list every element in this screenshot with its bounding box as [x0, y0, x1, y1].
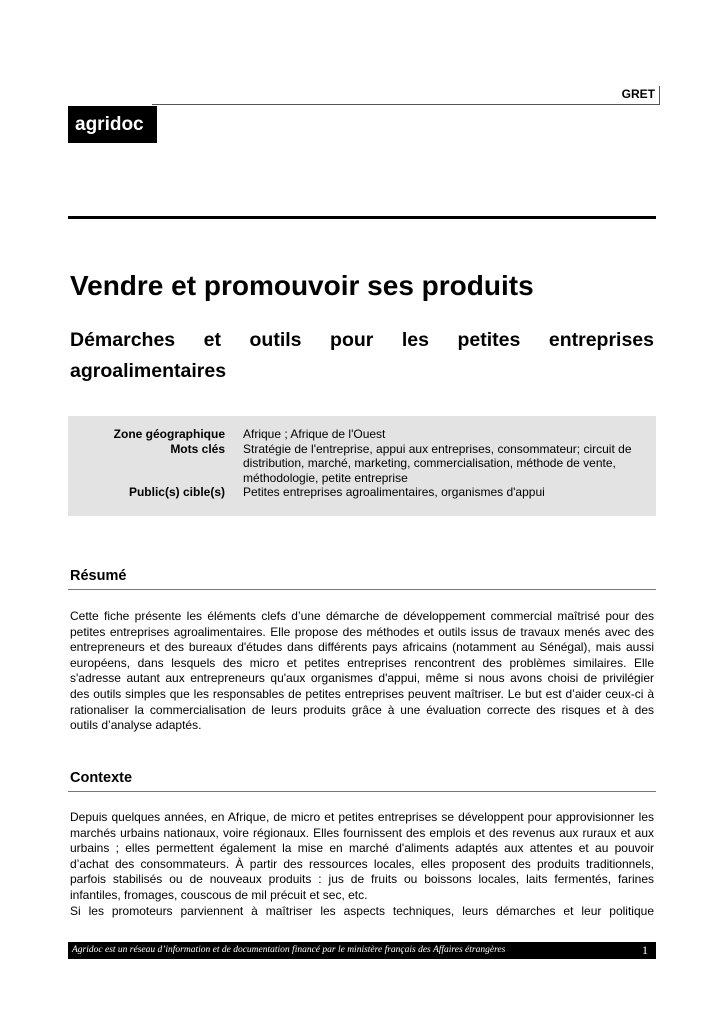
text-line: parfois stabilisés ou de nouveaux produits : jus de fruits ou boissons locales, laits fermentés, farines — [70, 872, 654, 887]
text-line: petites entreprises agroalimentaires. Elle propose des méthodes et outils issus de travaux menés avec des — [70, 624, 654, 639]
contexte-paragraph — [70, 810, 654, 919]
meta-value-line: Afrique ; Afrique de l'Ouest — [243, 427, 386, 441]
meta-value-line: Petites entreprises agroalimentaires, organismes d'appui — [243, 485, 545, 499]
text-line: européens, dans lesquels des micro et petites entreprises rencontrent des problèmes similaires. Elle — [70, 655, 654, 670]
footer-text: Agridoc est un réseau d’information et de documentation financé par le ministère français des Affaires étrangères — [72, 945, 506, 955]
section-heading-contexte: Contexte — [70, 770, 133, 786]
text-line: des outils simples que les responsables de petites entreprises peuvent maîtriser. Le but est d’aider ceux-ci à — [70, 686, 654, 701]
text-line: outils d’analyse adaptés. — [70, 718, 202, 733]
meta-value — [243, 442, 643, 486]
page-title: Vendre et promouvoir ses produits — [70, 270, 534, 301]
meta-value-line: distribution, marché, marketing, commercialisation, méthode de vente, — [243, 456, 616, 470]
header-rule-tick — [659, 86, 660, 105]
text-line: d’achat des consommateurs. À partir des ressources locales, elles proposent des produits traditionnels, — [70, 856, 654, 871]
section-rule — [68, 791, 656, 792]
metadata-box — [68, 416, 656, 516]
text-line: Cette fiche présente les éléments clefs d’une démarche de développement commercial maîtrisé pour des — [70, 609, 654, 623]
meta-key: Mots clés — [170, 441, 225, 456]
text-line: entrepreneurs et des bureaux d'études dans différents pays africains (notamment au Sénégal), mais aussi — [70, 640, 654, 655]
section-heading-resume: Résumé — [70, 568, 127, 584]
subtitle-line: Démarches et outils pour les petites entreprises — [70, 329, 654, 351]
text-line: Si les promoteurs parviennent à maîtriser les aspects techniques, leurs démarches et leur politique — [70, 903, 654, 918]
title-divider — [68, 216, 656, 219]
page-subtitle — [70, 325, 654, 387]
meta-key: Zone géographique — [113, 427, 225, 441]
page-number: 1 — [642, 943, 648, 957]
org-name: GRET — [621, 87, 655, 101]
header-rule — [152, 104, 659, 105]
footer-bar — [68, 942, 656, 959]
meta-value — [243, 485, 643, 500]
meta-value-line: méthodologie, petite entreprise — [243, 470, 408, 485]
text-line: infantiles, fromages, couscous de mil précuit et sec, etc. — [70, 887, 368, 902]
meta-value-line: Stratégie de l'entreprise, appui aux entreprises, consommateur; circuit de — [243, 441, 632, 456]
section-rule — [68, 589, 656, 590]
meta-key: Public(s) cible(s) — [128, 485, 225, 499]
brand-logo: agridoc — [68, 106, 157, 143]
text-line: Depuis quelques années, en Afrique, de micro et petites entreprises se développent pour approvisionner les — [70, 810, 654, 824]
subtitle-line: agroalimentaires — [70, 360, 227, 382]
text-line: s'adresse autant aux entrepreneurs qu'aux organismes d'appui, même si nous avons choisi de privilégier — [70, 671, 654, 686]
text-line: rationaliser la commercialisation de leurs produits grâce à une évaluation correcte des risques et à des — [70, 702, 654, 717]
meta-value — [243, 427, 643, 442]
text-line: marchés urbains nationaux, voire régionaux. Elles fournissent des emplois et des revenus aux ruraux et aux — [70, 825, 654, 840]
resume-paragraph — [70, 609, 654, 734]
text-line: urbains ; elles permettent également la mise en marché d'aliments adaptés aux attentes et au pouvoir — [70, 841, 654, 856]
